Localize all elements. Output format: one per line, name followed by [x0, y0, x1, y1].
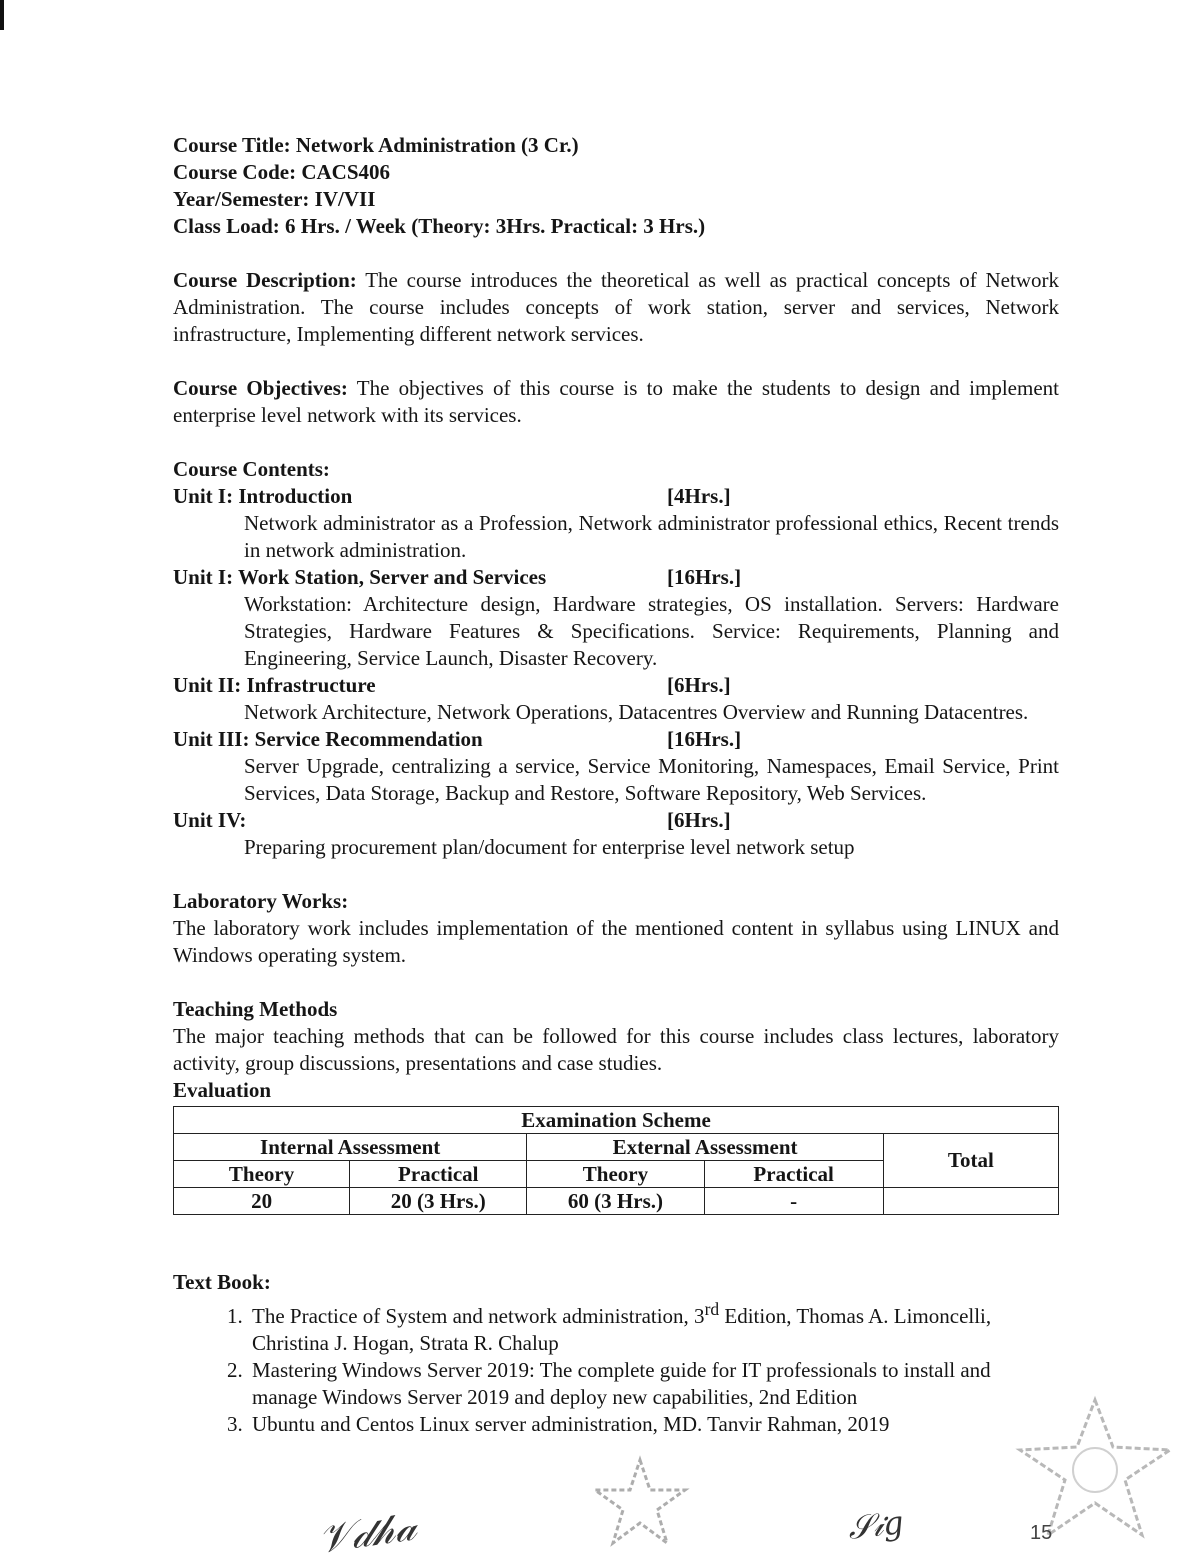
table-row [174, 1188, 1059, 1215]
textbook-list [173, 1296, 1059, 1438]
lab-heading: Laboratory Works: [173, 889, 349, 913]
evaluation-heading: Evaluation [173, 1078, 272, 1102]
list-item [248, 1296, 1059, 1357]
unit-hours: [6Hrs.] [667, 808, 731, 832]
unit-hours: [4Hrs.] [667, 484, 731, 508]
unit-description: Network administrator as a Profession, Network administrator professional ethics, Recent trends in network administration. [244, 511, 1059, 562]
unit-2 [173, 564, 1059, 672]
unit-title: Unit I: Introduction [173, 484, 353, 508]
internal-assessment-header: Internal Assessment [174, 1134, 527, 1161]
unit-title: Unit IV: [173, 808, 247, 832]
course-objectives [173, 375, 1059, 429]
year-semester: Year/Semester: IV/VII [173, 187, 376, 211]
external-theory-value: 60 (3 Hrs.) [527, 1188, 704, 1215]
book-title: Mastering Windows Server 2019: The complete guide for IT professionals to install and manage Windows Server 2019 and deploy new capabilities, 2nd Edition [252, 1358, 991, 1409]
course-objectives-text: The objectives of this course is to make the students to design and implement enterprise level network with its services. [173, 376, 1059, 427]
book-title: The Practice of System and network administration, 3 [252, 1304, 705, 1328]
course-objectives-label: Course Objectives: [173, 376, 348, 400]
unit-title: Unit III: Service Recommendation [173, 727, 483, 751]
syllabus-page [173, 132, 1059, 1438]
course-header [173, 132, 1059, 240]
teaching-heading: Teaching Methods [173, 997, 338, 1021]
signature-mark: 𝒮𝒾𝑔 [846, 1503, 906, 1547]
unit-hours: [16Hrs.] [667, 565, 742, 589]
class-load: Class Load: 6 Hrs. / Week (Theory: 3Hrs. Practical: 3 Hrs.) [173, 214, 706, 238]
internal-practical-header: Practical [350, 1161, 527, 1188]
list-item [248, 1411, 1059, 1438]
total-header: Total [883, 1134, 1058, 1188]
course-contents-heading: Course Contents: [173, 457, 330, 481]
total-value [883, 1188, 1058, 1215]
course-description-label: Course Description: [173, 268, 357, 292]
external-assessment-header: External Assessment [527, 1134, 883, 1161]
course-description [173, 267, 1059, 348]
unit-5 [173, 807, 1059, 861]
unit-hours: [6Hrs.] [667, 673, 731, 697]
teaching-text: The major teaching methods that can be followed for this course includes class lectures, laboratory activity, group discussions, presentations and case studies. [173, 1024, 1059, 1075]
internal-practical-value: 20 (3 Hrs.) [350, 1188, 527, 1215]
course-description-text: The course introduces the theoretical as well as practical concepts of Network Administration. The course includes concepts of work station, server and services, Network infrastructure, Implementing different network services. [173, 268, 1059, 346]
external-practical-value: - [704, 1188, 883, 1215]
list-item [248, 1357, 1059, 1411]
scan-edge-mark [0, 0, 4, 30]
textbook-heading: Text Book: [173, 1270, 271, 1294]
unit-description: Network Architecture, Network Operations, Datacentres Overview and Running Datacentres. [244, 700, 1029, 724]
unit-3 [173, 672, 1059, 726]
internal-theory-value: 20 [174, 1188, 350, 1215]
book-title: Ubuntu and Centos Linux server administration, MD. Tanvir Rahman, 2019 [252, 1412, 890, 1436]
table-row [174, 1134, 1059, 1161]
unit-hours: [16Hrs.] [667, 727, 742, 751]
seal-stamp-icon [590, 1455, 690, 1550]
unit-4 [173, 726, 1059, 807]
exam-scheme-header: Examination Scheme [174, 1107, 1059, 1134]
page-number: 15 [1030, 1522, 1053, 1544]
unit-description: Server Upgrade, centralizing a service, Service Monitoring, Namespaces, Email Service, Print Services, Data Storage, Backup and Restore, Software Repository, Web Services. [244, 754, 1059, 805]
unit-title: Unit I: Work Station, Server and Services [173, 565, 547, 589]
external-theory-header: Theory [527, 1161, 704, 1188]
internal-theory-header: Theory [174, 1161, 350, 1188]
unit-1 [173, 483, 1059, 564]
table-row [174, 1107, 1059, 1134]
course-title: Course Title: Network Administration (3 Cr.) [173, 133, 579, 157]
unit-title: Unit II: Infrastructure [173, 673, 376, 697]
signature-mark: 𝒱𝒹𝒽𝒶 [315, 1503, 420, 1563]
course-code: Course Code: CACS406 [173, 160, 390, 184]
book-edition-suffix: rd [704, 1299, 720, 1319]
evaluation-table [173, 1106, 1059, 1215]
book-authors: Edition, Thomas A. Limoncelli, Christina J. Hogan, Strata R. Chalup [252, 1304, 992, 1355]
lab-text: The laboratory work includes implementation of the mentioned content in syllabus using LINUX and Windows operating system. [173, 916, 1059, 967]
unit-description: Workstation: Architecture design, Hardware strategies, OS installation. Servers: Hardware Strategies, Hardware Features & Specifications. Service: Requirements, Planning and Engineering, Service Launch, Disaster Recovery. [244, 592, 1059, 670]
external-practical-header: Practical [704, 1161, 883, 1188]
unit-description: Preparing procurement plan/document for enterprise level network setup [244, 835, 855, 859]
